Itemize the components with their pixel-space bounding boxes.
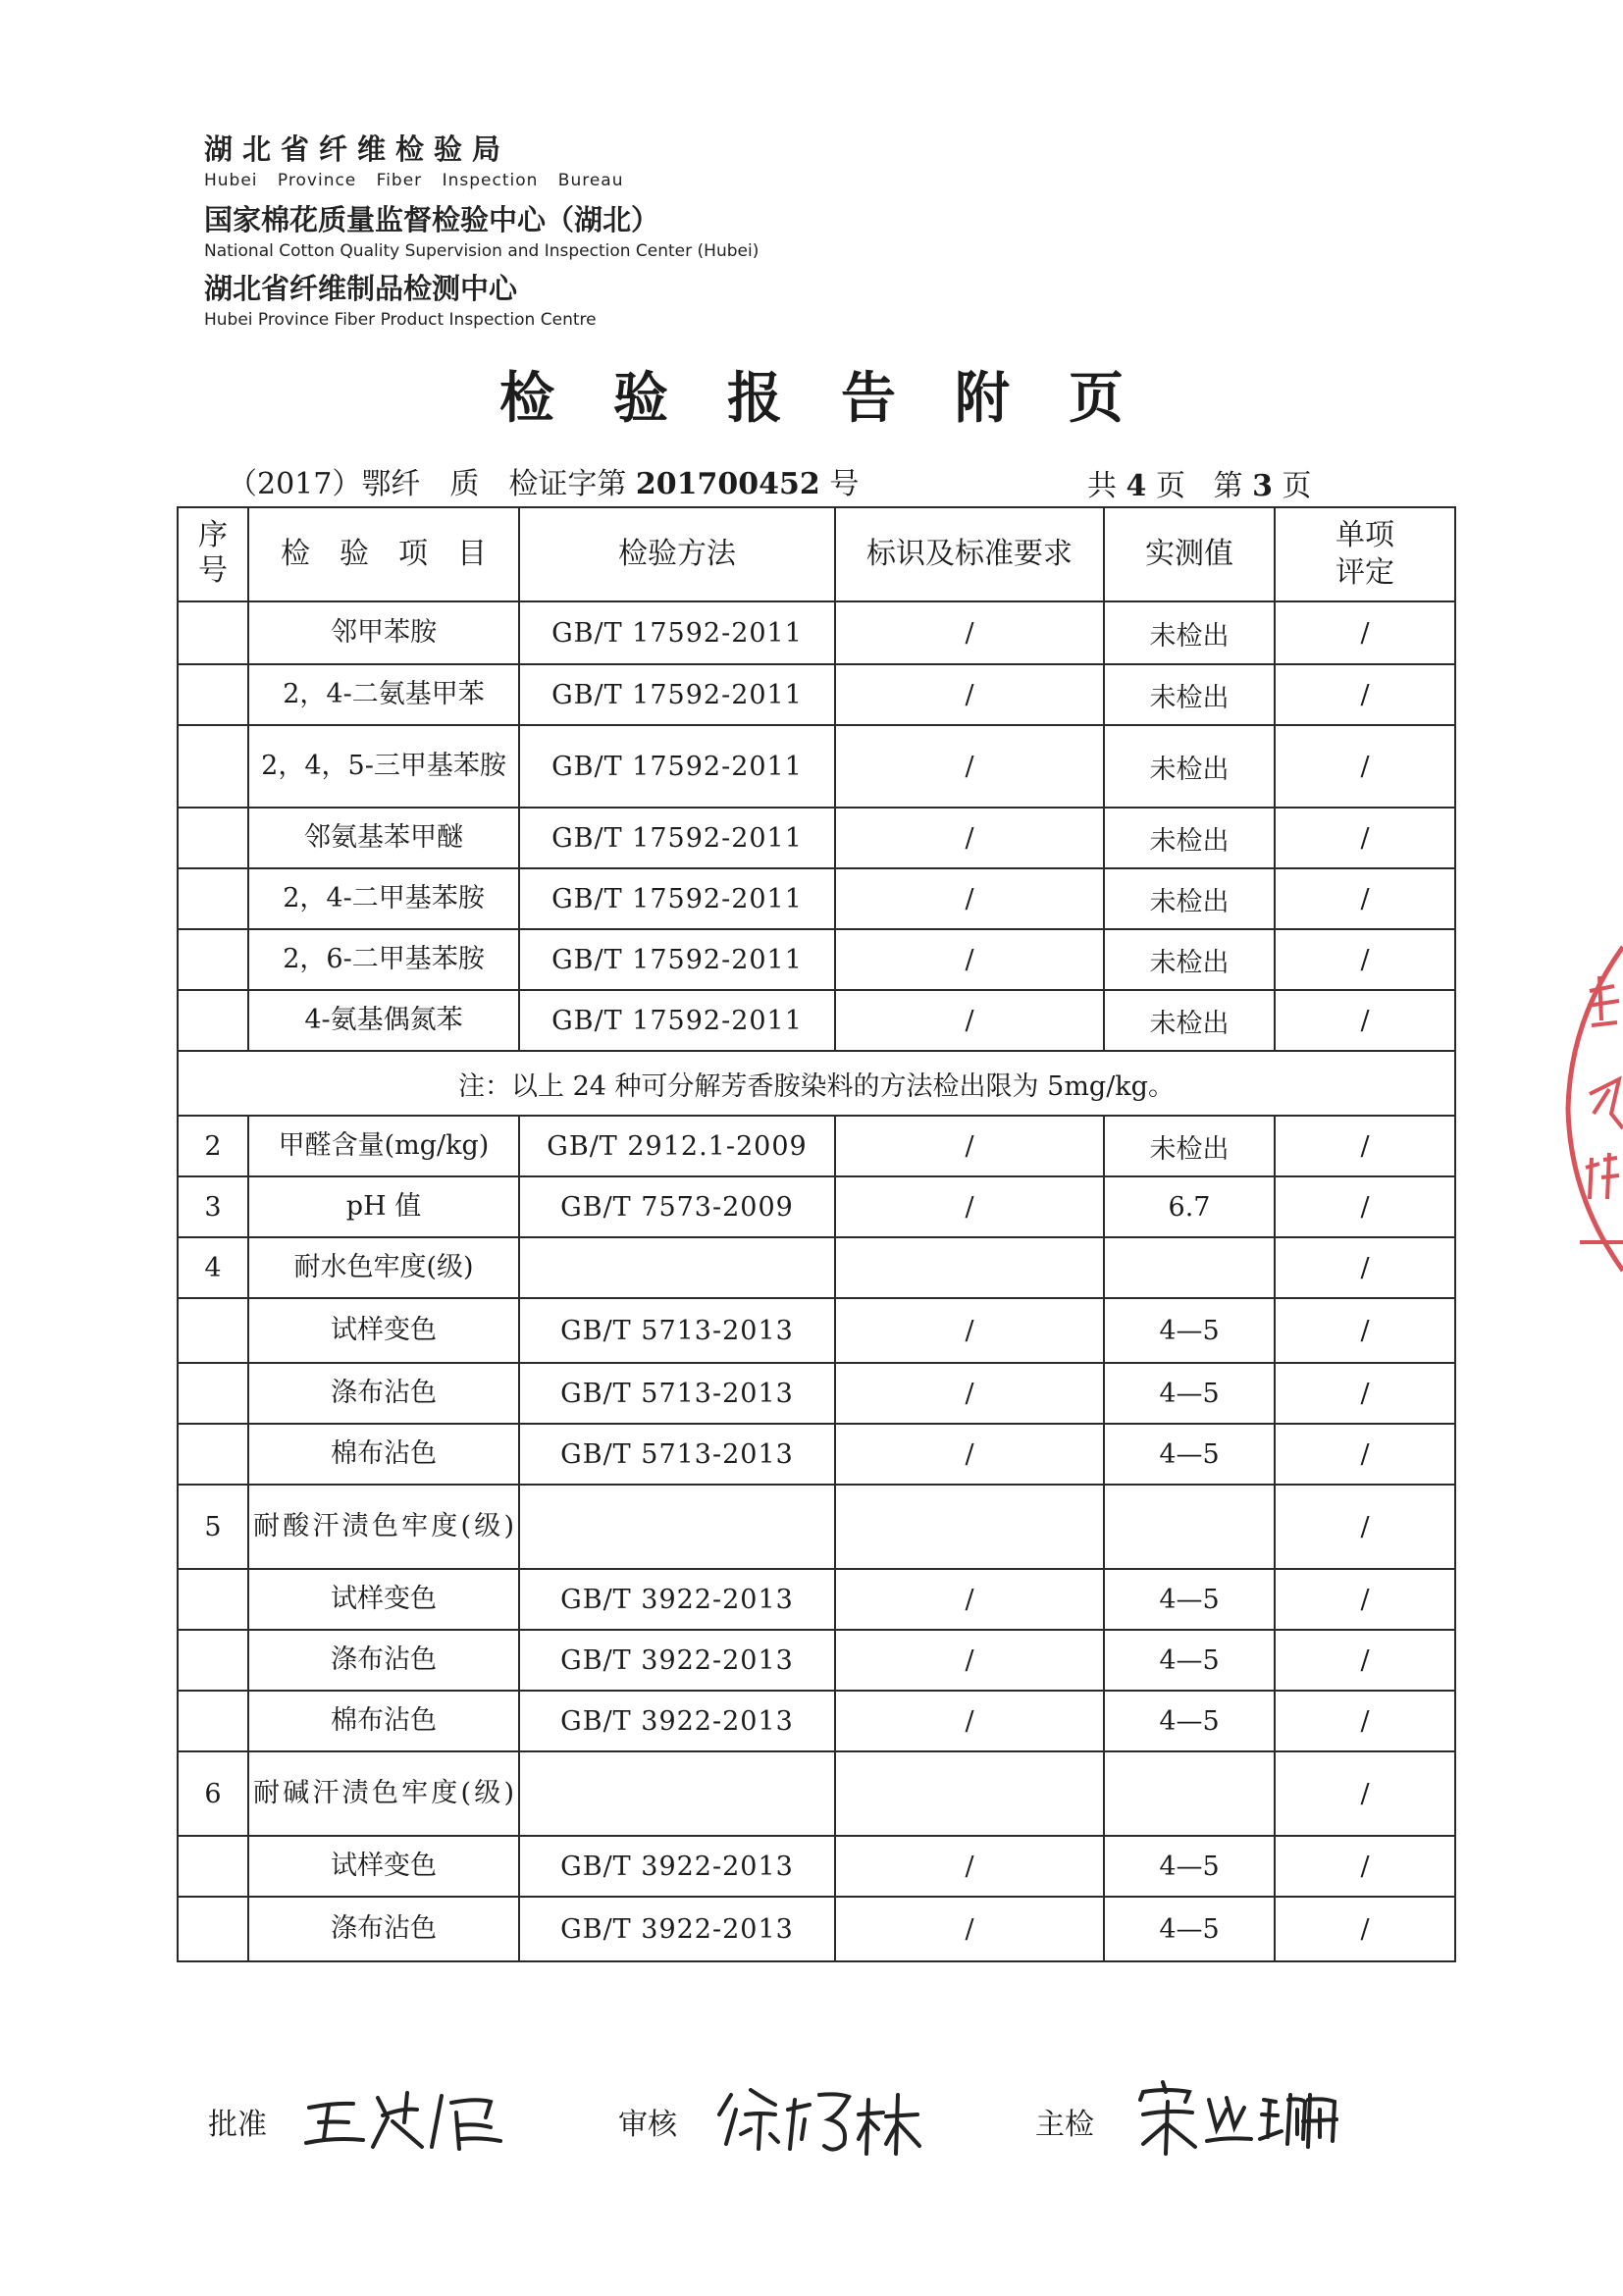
- row-no: [178, 808, 248, 868]
- table-row: [178, 601, 1455, 664]
- reference-suffix: 号: [829, 467, 860, 501]
- row-item: 邻氨基苯甲醚: [248, 808, 519, 868]
- row-method: GB/T 3922-2013: [519, 1836, 835, 1897]
- row-no: [178, 990, 248, 1051]
- row-method: GB/T 17592-2011: [519, 808, 835, 868]
- current-unit: 页: [1282, 469, 1312, 503]
- table-row: [178, 664, 1455, 725]
- inspect-label: 主检: [1035, 2108, 1094, 2142]
- total-unit: 页: [1155, 469, 1185, 503]
- row-measured: 未检出: [1104, 664, 1275, 725]
- row-no: [178, 1298, 248, 1363]
- row-measured: 6.7: [1104, 1176, 1275, 1237]
- row-no: 6: [178, 1751, 248, 1836]
- row-no: [178, 868, 248, 929]
- row-item: 甲醛含量(mg/kg): [248, 1116, 519, 1176]
- row-method: GB/T 17592-2011: [519, 990, 835, 1051]
- review-signature: [711, 2075, 927, 2164]
- row-measured: [1104, 1751, 1275, 1836]
- org-name-cn: 湖北省纤维检验局: [204, 132, 511, 166]
- row-item: 4-氨基偶氮苯: [248, 990, 519, 1051]
- table-row: [178, 1569, 1455, 1630]
- table-row: [178, 808, 1455, 868]
- row-no: [178, 1691, 248, 1751]
- report-reference: [228, 459, 859, 502]
- row-item: pH 值: [248, 1176, 519, 1237]
- row-assessment: /: [1275, 868, 1455, 929]
- row-assessment: /: [1275, 1836, 1455, 1897]
- reference-prefix: 鄂纤 质 检证字第: [361, 467, 627, 501]
- row-assessment: /: [1275, 1569, 1455, 1630]
- table-row: [178, 725, 1455, 808]
- row-requirement: /: [835, 1363, 1104, 1424]
- row-assessment: /: [1275, 808, 1455, 868]
- row-measured: 未检出: [1104, 1116, 1275, 1176]
- row-measured: 4—5: [1104, 1298, 1275, 1363]
- row-item: 涤布沾色: [248, 1363, 519, 1424]
- approve-signature: [294, 2078, 520, 2157]
- row-requirement: /: [835, 1630, 1104, 1691]
- approve-label: 批准: [208, 2108, 267, 2142]
- table-row: [178, 990, 1455, 1051]
- row-measured: 4—5: [1104, 1897, 1275, 1961]
- row-assessment: /: [1275, 1424, 1455, 1485]
- header-measured: 实测值: [1104, 507, 1275, 601]
- row-requirement: /: [835, 1836, 1104, 1897]
- row-no: [178, 1363, 248, 1424]
- row-assessment: /: [1275, 1630, 1455, 1691]
- table-header-row: [178, 507, 1455, 601]
- row-measured: 4—5: [1104, 1363, 1275, 1424]
- row-no: 2: [178, 1116, 248, 1176]
- row-assessment: /: [1275, 1176, 1455, 1237]
- row-item: 2，4，5-三甲基苯胺: [248, 725, 519, 808]
- row-requirement: /: [835, 725, 1104, 808]
- row-method: GB/T 3922-2013: [519, 1630, 835, 1691]
- row-method: GB/T 5713-2013: [519, 1424, 835, 1485]
- row-requirement: /: [835, 664, 1104, 725]
- header-no: 序号: [178, 507, 248, 601]
- row-assessment: /: [1275, 1116, 1455, 1176]
- row-measured: 未检出: [1104, 725, 1275, 808]
- row-item: 2，6-二甲基苯胺: [248, 929, 519, 990]
- row-no: [178, 1630, 248, 1691]
- row-item: 2，4-二氨基甲苯: [248, 664, 519, 725]
- row-measured: 4—5: [1104, 1630, 1275, 1691]
- row-measured: 未检出: [1104, 601, 1275, 664]
- row-method: GB/T 2912.1-2009: [519, 1116, 835, 1176]
- review-label: 审核: [618, 2108, 677, 2142]
- row-assessment: /: [1275, 1237, 1455, 1298]
- row-method: [519, 1237, 835, 1298]
- row-method: GB/T 3922-2013: [519, 1691, 835, 1751]
- row-item: 邻甲苯胺: [248, 601, 519, 664]
- inspection-table: [177, 506, 1456, 1962]
- row-requirement: /: [835, 808, 1104, 868]
- inspect-signature: [1128, 2070, 1344, 2159]
- header-assessment: 单项评定: [1275, 507, 1455, 601]
- row-requirement: /: [835, 1298, 1104, 1363]
- row-no: 3: [178, 1176, 248, 1237]
- row-requirement: /: [835, 1176, 1104, 1237]
- row-measured: 4—5: [1104, 1424, 1275, 1485]
- row-no: [178, 1424, 248, 1485]
- row-measured: 4—5: [1104, 1569, 1275, 1630]
- row-requirement: [835, 1237, 1104, 1298]
- row-item: 耐碱汗渍色牢度(级): [248, 1751, 519, 1836]
- table-row: [178, 1116, 1455, 1176]
- center-name-cn: 国家棉花质量监督检验中心（湖北）: [204, 203, 660, 236]
- table-row: [178, 868, 1455, 929]
- table-row: [178, 1363, 1455, 1424]
- row-method: GB/T 17592-2011: [519, 868, 835, 929]
- row-method: GB/T 3922-2013: [519, 1897, 835, 1961]
- row-requirement: /: [835, 1424, 1104, 1485]
- row-method: GB/T 17592-2011: [519, 664, 835, 725]
- header-method: 检验方法: [519, 507, 835, 601]
- table-row: [178, 1176, 1455, 1237]
- row-measured: 4—5: [1104, 1836, 1275, 1897]
- row-measured: 未检出: [1104, 929, 1275, 990]
- table-row: [178, 1630, 1455, 1691]
- row-item: 棉布沾色: [248, 1424, 519, 1485]
- total-pages: 4: [1126, 469, 1147, 503]
- row-requirement: /: [835, 601, 1104, 664]
- row-assessment: /: [1275, 929, 1455, 990]
- row-item: 耐水色牢度(级): [248, 1237, 519, 1298]
- header-requirement: 标识及标准要求: [835, 507, 1104, 601]
- row-method: [519, 1485, 835, 1569]
- row-measured: 未检出: [1104, 990, 1275, 1051]
- document-title: 检验报告附页: [499, 367, 1182, 431]
- org-name-en: Hubei Province Fiber Inspection Bureau: [204, 171, 624, 190]
- row-item: 试样变色: [248, 1836, 519, 1897]
- reference-number: 201700452: [635, 467, 820, 501]
- row-measured: 4—5: [1104, 1691, 1275, 1751]
- table-row: [178, 1897, 1455, 1961]
- row-requirement: /: [835, 990, 1104, 1051]
- row-requirement: /: [835, 929, 1104, 990]
- row-item: 棉布沾色: [248, 1691, 519, 1751]
- row-item: 试样变色: [248, 1569, 519, 1630]
- row-method: GB/T 5713-2013: [519, 1363, 835, 1424]
- current-prefix: 第: [1213, 469, 1243, 503]
- row-no: [178, 1836, 248, 1897]
- row-requirement: /: [835, 1897, 1104, 1961]
- total-prefix: 共: [1087, 469, 1117, 503]
- row-no: [178, 664, 248, 725]
- table-row: [178, 1485, 1455, 1569]
- centre2-name-en: Hubei Province Fiber Product Inspection Centre: [204, 310, 597, 330]
- table-row: [178, 1424, 1455, 1485]
- row-item: 试样变色: [248, 1298, 519, 1363]
- row-assessment: /: [1275, 725, 1455, 808]
- row-assessment: /: [1275, 1751, 1455, 1836]
- page-indicator: [1087, 461, 1312, 504]
- row-assessment: /: [1275, 1363, 1455, 1424]
- row-method: GB/T 5713-2013: [519, 1298, 835, 1363]
- row-assessment: /: [1275, 1691, 1455, 1751]
- centre2-name-cn: 湖北省纤维制品检测中心: [204, 272, 518, 305]
- table-row: [178, 1298, 1455, 1363]
- row-method: GB/T 17592-2011: [519, 929, 835, 990]
- row-requirement: /: [835, 1691, 1104, 1751]
- center-name-en: National Cotton Quality Supervision and Inspection Center (Hubei): [204, 241, 759, 261]
- table-row: [178, 1836, 1455, 1897]
- table-row: [178, 929, 1455, 990]
- row-method: GB/T 17592-2011: [519, 601, 835, 664]
- reference-year: （2017）: [228, 467, 362, 501]
- row-item: 2，4-二甲基苯胺: [248, 868, 519, 929]
- row-assessment: /: [1275, 1298, 1455, 1363]
- table-row: [178, 1691, 1455, 1751]
- row-item: 涤布沾色: [248, 1630, 519, 1691]
- row-method: GB/T 3922-2013: [519, 1569, 835, 1630]
- row-no: 5: [178, 1485, 248, 1569]
- row-requirement: /: [835, 868, 1104, 929]
- row-assessment: /: [1275, 990, 1455, 1051]
- current-page: 3: [1252, 469, 1273, 503]
- official-seal-fragment: [1560, 942, 1623, 1276]
- row-assessment: /: [1275, 601, 1455, 664]
- row-no: [178, 1897, 248, 1961]
- table-note: 注：以上 24 种可分解芳香胺染料的方法检出限为 5mg/kg。: [178, 1051, 1455, 1116]
- row-assessment: /: [1275, 1485, 1455, 1569]
- row-assessment: /: [1275, 664, 1455, 725]
- row-requirement: /: [835, 1116, 1104, 1176]
- row-measured: [1104, 1237, 1275, 1298]
- row-measured: 未检出: [1104, 808, 1275, 868]
- row-requirement: [835, 1485, 1104, 1569]
- row-measured: 未检出: [1104, 868, 1275, 929]
- row-measured: [1104, 1485, 1275, 1569]
- table-note-row: [178, 1051, 1455, 1116]
- row-assessment: /: [1275, 1897, 1455, 1961]
- table-row: [178, 1237, 1455, 1298]
- row-method: [519, 1751, 835, 1836]
- header-item: 检 验 项 目: [248, 507, 519, 601]
- row-requirement: [835, 1751, 1104, 1836]
- table-row: [178, 1751, 1455, 1836]
- row-no: [178, 929, 248, 990]
- row-requirement: /: [835, 1569, 1104, 1630]
- row-no: [178, 601, 248, 664]
- row-method: GB/T 17592-2011: [519, 725, 835, 808]
- row-item: 耐酸汗渍色牢度(级): [248, 1485, 519, 1569]
- row-method: GB/T 7573-2009: [519, 1176, 835, 1237]
- row-no: [178, 1569, 248, 1630]
- row-no: 4: [178, 1237, 248, 1298]
- row-no: [178, 725, 248, 808]
- row-item: 涤布沾色: [248, 1897, 519, 1961]
